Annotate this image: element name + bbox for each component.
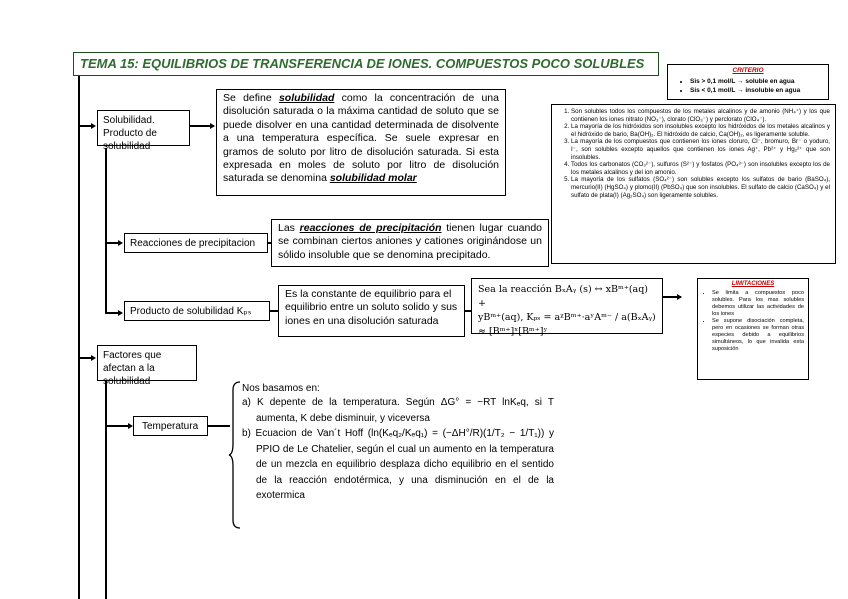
ksp-formula-box [471,278,663,337]
node-temperatura: Temperatura [133,416,208,436]
temperatura-item-b: b) Ecuacion de Van´t Hoff (ln(Kₑq₂/Kₑq₁) = (−ΔH°/R)(1/T₂ − 1/T₁)) y PPIO de Le Chatelier, según el cual un aumento en la temperatura de un mezcla en equilibrio desplaza dicho equilibrio en el sentido de la reacción endotérmica, y una disminución en el de la exotermica [242,428,554,501]
criterio-item: • Sis < 0,1 mol/L → insoluble en agua [690,86,824,95]
criterio-heading: CRITERIO [732,67,764,74]
reacciones-definition [271,219,549,267]
limitaciones-list [702,290,804,353]
tree-trunk [78,76,80,599]
limitacion-item: • Se supone disociación completa, pero en ocasiones se forman otras especies debido a equilibrios simultáneos, lo que invalida esta suposición [712,318,804,353]
node-producto: Producto de solubilidad Kₚₛ [124,301,270,321]
sub-trunk [105,380,107,599]
connector-line [208,425,230,427]
solubility-rules-list [557,108,830,199]
limitacion-item: • Se limita a compuestos poco solubles. Para los mas solubles debemos utilizar las actividades de los iones [712,290,804,318]
ksp-reaction: Sea la reacción BₓAᵧ (s) ↔ xBᵐ⁺(aq) + [478,284,648,309]
criterio-list [672,77,824,95]
rule-item: 3. La mayoría de los compuestos que contienen los iones cloruro, Cl⁻, bromuro, Br⁻ o yoduro, I⁻, son solubles excepto aquellos que contienen los iones Ag⁺, Pb²⁺ y Hg₂²⁺ que son insolubles. [571,138,830,161]
limitaciones-heading: LIMITACIONES [731,281,775,287]
temperatura-list [242,395,554,504]
arrow-icon [118,310,123,316]
sub-trunk [105,148,107,313]
def-text: como la concentración de una disolución saturada o la máxima cantidad de soluto que se puede disolver en una cantidad determinada de disolvente a una temperatura específica. Se suele expresar en gramos de soluto por litro de disolución saturada. Si esta expresada en moles de soluto por litro de disolución saturada se denomina [223,92,499,185]
temperatura-content [242,382,554,530]
node-reacciones: Reacciones de precipitacion [124,233,268,253]
solubilidad-definition [216,89,506,196]
arrow-icon [118,240,123,246]
def-text: Se define [223,92,279,104]
reacciones-text: Las [278,222,300,234]
brace-icon [228,380,242,530]
rule-item: 2. La mayoría de los hidróxidos son insolubles excepto los hidróxidos de los metales alcalinos y el hidróxido de bario, Ba(OH)₂. El hidróxido de calcio, Ca(OH)₂, es ligeramente soluble. [571,123,830,138]
criterio-item: • Sis > 0,1 mol/L → soluble en agua [690,77,824,86]
def-term: solubilidad molar [329,172,417,185]
node-solubilidad: Solubilidad. Producto de solubilidad [97,110,190,146]
branch-line [105,242,119,244]
node-factores: Factores que afectan a la solubilidad [97,345,197,381]
rule-item: 5. La mayoría de los sulfatos (SO₄²⁻) son solubles excepto los sulfatos de bario (BaSO₄), mercurio(II) (HgSO₄) y plomo(II) (PbSO₄) que son insolubles. El sulfato de calcio (CaSO₄) y el sulfato de plata(I) (Ag₂SO₄) son ligeramente solubles. [571,176,830,199]
arrow-icon [91,123,96,129]
temperatura-intro: Nos basamos en: [242,383,320,394]
arrow-icon [677,294,682,300]
arrow-icon [91,355,96,361]
rule-item: 1. Son solubles todos los compuestos de los metales alcalinos y de amonio (NH₄⁺) y los que contienen los iones nitrato (NO₃⁻), clorato (ClO₃⁻) y perclorato (ClO₄⁻). [571,108,830,123]
page-title: TEMA 15: EQUILIBRIOS DE TRANSFERENCIA DE IONES. COMPUESTOS POCO SOLUBLES [73,52,659,76]
branch-line [78,357,92,359]
reacciones-text: tienen lugar cuando se combinan ciertos aniones y cationes originándose un sólido insoluble que se denomina precipitado. [278,222,543,261]
ksp-expression: yBᵐ⁺(aq), Kₚₛ = aᵡBᵐ⁺·aʸAᵐ⁻ / a(BₓAᵧ) ≈ [Bᵐ⁺]ˣ[Bᵐ⁺]ʸ [478,312,656,337]
reacciones-term: reacciones de precipitación [299,222,442,234]
branch-line [78,125,92,127]
temperatura-item-a: a) K depente de la temperatura. Según ΔG° = −RT lnKₑq, si T aumenta, K debe disminuir, y viceversa [242,397,554,424]
def-term: solubilidad [278,92,335,104]
rule-item: 4. Todos los carbonatos (CO₃²⁻), sulfuros (S²⁻) y fosfatos (PO₄³⁻) son insolubles excepto los de los metales alcalinos y del ion amonio. [571,161,830,176]
limitaciones-box [697,278,809,380]
producto-definition: Es la constante de equilibrio para el equilibrio entre un soluto solido y sus iones en una disolución saturada [278,285,465,337]
arrow-icon [210,123,215,129]
branch-line [105,312,119,314]
connector-line [270,310,278,312]
solubility-rules-box [551,104,836,264]
branch-line [105,425,129,427]
criterio-box [667,64,829,100]
